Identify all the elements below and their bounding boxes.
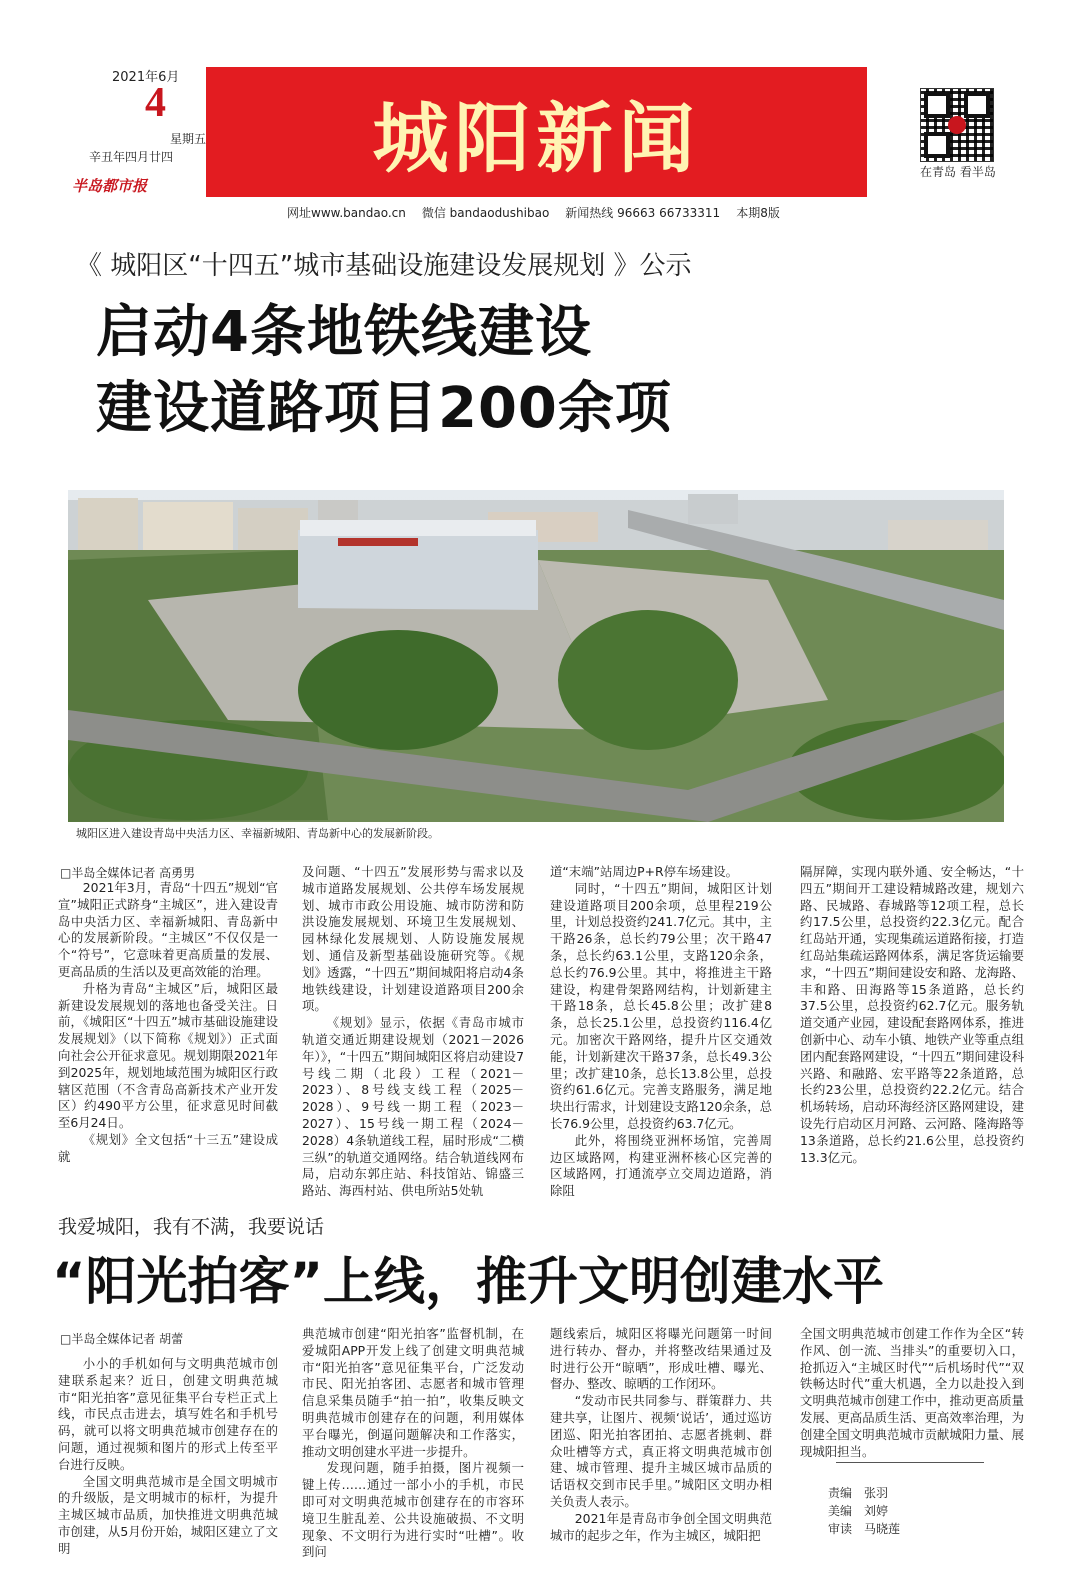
parent-paper-logo: 半岛都市报 <box>72 177 148 195</box>
paragraph: 隔屏障，实现内联外通、安全畅达，“十四五”期间开工建设精城路改建，规划六路、民城路、春城路等12项工程，总长约17.5公里，总投资约22.3亿元。配合红岛站开通，实现集疏运道路衔接，打造红岛站集疏运路网体系，满足客货运输要求，“十四五”期间建设安和路、龙海路、丰和路、田海路等15条道路，总长约37.5公里，总投资约62.7亿元。服务轨道交通产业园，建设配套路网体系，推进创新中心、动车小镇、地铁产业等重点组团内配套路网建设，“十四五”期间建设科兴路、和融路、宏平路等22条道路，总长约23公里，总投资约22.2亿元。结合机场转场，启动环海经济区路网建设，建设先行启动区月河路、云河路、隆海路等13条道路，总长约21.6公里，总投资约13.3亿元。 <box>800 864 1024 1165</box>
website: 网址www.bandao.cn <box>287 206 406 220</box>
paragraph: 同时，“十四五”期间，城阳区计划建设道路项目200余项，总里程219公里，计划总投资约241.7亿元。其中，主干路26条，总长约79公里；次干路47条，总长约63.1公里，支路120余条，总长约76.9公里。其中，将推进主干路建设，构建骨架路网结构，计划新建主干路18条，总长45.8公里；改扩建8条，总长25.1公里，总投资约116.4亿元。加密次干路网络，提升片区交通效能，计划新建次干路37条，总长49.3公里；改扩建10条，总长13.8公里，总投资约61.6亿元。完善支路服务，满足地块出行需求，计划建设支路120余条，总长76.9公里，总投资约63.7亿元。 <box>550 880 772 1131</box>
paragraph: 《规划》显示，依据《青岛市城市轨道交通近期建设规划（2021－2026年）》，“十四五”期间城阳区将启动建设7号线二期（北段）工程（2021－2023）、8号线支线工程（2025－2028）、9号线一期工程（2023－2027）、15号线一期工程（2024－2028）4条轨道线工程，届时形成“二横三纵”的轨道交通网络。结合轨道线网布局，启动东郭庄站、科技馆站、锦盛三路站、海西村站、供电所站5处轨 <box>302 1015 524 1199</box>
paragraph: 小小的手机如何与文明典范城市创建联系起来？近日，创建文明典范城市“阳光拍客”意见征集平台专栏正式上线，市民点击进去，填写姓名和手机号码，就可以将文明典范城市创建存在的问题，通过视频和图片的形式上传至平台进行反映。 <box>58 1356 278 1472</box>
article1-headline-line2: 建设道路项目200余项 <box>96 376 672 441</box>
issue-weekday: 星期五 <box>170 132 207 146</box>
paragraph: “发动市民共同参与、群策群力、共建共享，让图片、视频‘说话’，通过巡访团巡、阳光拍客团拍、志愿者挑刺、群众吐槽等方式，真正将文明典范城市创建、城市管理、提升主城区城市品质的话语权交到市民手里。”城阳区文明办相关负责人表示。 <box>550 1393 772 1509</box>
credits-divider <box>836 1462 984 1463</box>
article2-kicker: 我爱城阳，我有不满，我要说话 <box>58 1216 325 1238</box>
article1-byline: □半岛全媒体记者 高勇男 <box>60 866 196 880</box>
credit-proofreader: 审读 马晓莲 <box>828 1522 901 1536</box>
article1-column-3 <box>550 864 772 1200</box>
paragraph: 典范城市创建“阳光拍客”监督机制，在爱城阳APP开发上线了创建文明典范城市“阳光拍客”意见征集平台，广泛发动市民、阳光拍客团、志愿者和城市管理信息采集员随手“拍一拍”，收集反映文明典范城市创建存在的问题，利用媒体平台曝光，倒逼问题解决和工作落实，推动文明创建水平进一步提升。 <box>302 1326 524 1459</box>
paragraph: 2021年3月，青岛“十四五”规划“官宣”城阳正式跻身“主城区”，进入建设青岛中央活力区、幸福新城阳、青岛新中心的发展新阶段。“主城区”不仅仅是一个“符号”，它意味着更高质量的发展、更高品质的生活以及更高效能的治理。 <box>58 880 278 979</box>
paragraph: 2021年是青岛市争创全国文明典范城市的起步之年，作为主城区，城阳把 <box>550 1510 772 1543</box>
credit-editor: 责编 张羽 <box>828 1486 889 1500</box>
credit-designer: 美编 刘婷 <box>828 1504 889 1518</box>
article2-byline: □半岛全媒体记者 胡蕾 <box>60 1332 184 1346</box>
article2-headline: “阳光拍客”上线，推升文明创建水平 <box>52 1253 885 1312</box>
article1-column-4 <box>800 864 1024 1166</box>
page-count: 本期8版 <box>736 206 780 220</box>
article2-column-4 <box>800 1326 1024 1460</box>
article2-column-1 <box>58 1356 278 1558</box>
aerial-photo <box>68 490 1004 822</box>
issue-year-month: 2021年6月 <box>112 70 180 85</box>
article1-column-1 <box>58 880 278 1166</box>
paragraph: 道“末端”站周边P+R停车场建设。 <box>550 864 738 879</box>
paragraph: 全国文明典范城市是全国文明城市的升级版，是文明城市的标杆，为提升主城区城市品质，加快推进文明典范城市创建，从5月份开始，城阳区建立了文明 <box>58 1473 278 1556</box>
qr-code-icon <box>920 88 994 162</box>
newspaper-title: 城阳新闻 <box>372 93 701 183</box>
article2-column-3 <box>550 1326 772 1544</box>
issue-day: 4 <box>145 80 166 126</box>
article1-kicker: 《 城阳区“十四五”城市基础设施建设发展规划 》公示 <box>76 251 692 281</box>
lunar-date: 辛丑年四月廿四 <box>89 150 174 164</box>
paragraph: 发现问题，随手拍摄，图片视频一键上传……通过一部小小的手机，市民即可对文明典范城市创建存在的市容环境卫生脏乱差、公共设施破损、不文明现象、不文明行为进行实时“吐槽”。收到问 <box>302 1460 524 1560</box>
info-bar <box>287 204 780 221</box>
paragraph: 此外，将围绕亚洲杯场馆，完善周边区域路网，构建亚洲杯核心区完善的区域路网，打通流亭立交周边道路，消除阻 <box>550 1132 772 1199</box>
paragraph: 升格为青岛“主城区”后，城阳区最新建设发展规划的落地也备受关注。日前，《城阳区“十四五”城市基础设施建设发展规划》（以下简称《规划》）正式面向社会公开征求意见。规划期限2021年到2025年，规划地域范围为城阳区行政辖区范围（不含青岛高新技术产业开发区）约490平方公里，征求意见时间截至6月24日。 <box>58 980 278 1131</box>
paragraph: 及问题、“十四五”发展形势与需求以及城市道路发展规划、公共停车场发展规划、城市市政公用设施、城市防涝和防洪设施发展规划、环境卫生发展规划、园林绿化发展规划、人防设施发展规划、通信及新型基础设施研究等。《规划》透露，“十四五”期间城阳将启动4条地铁线建设，计划建设道路项目200余项。 <box>302 864 524 1014</box>
masthead-banner <box>206 67 867 197</box>
paragraph: 全国文明典范城市创建工作作为全区“转作风、创一流、当排头”的重要切入口，抢抓迈入“主城区时代”“后机场时代”“双铁畅达时代”重大机遇，全力以赴投入到文明典范城市创建工作中，推动更高质量发展、更高品质生活、更高效率治理，为创建全国文明典范城市贡献城阳力量、展现城阳担当。 <box>800 1326 1024 1459</box>
photo-caption: 城阳区进入建设青岛中央活力区、幸福新城阳、青岛新中心的发展新阶段。 <box>76 827 439 840</box>
paragraph: 《规划》全文包括“十三五”建设成就 <box>58 1131 278 1164</box>
news-hotline: 新闻热线 96663 66733311 <box>565 206 721 220</box>
paragraph: 题线索后，城阳区将曝光问题第一时间进行转办、督办，并将整改结果通过及时进行公开“晾晒”，形成吐槽、曝光、督办、整改、晾晒的工作闭环。 <box>550 1326 772 1392</box>
qr-caption: 在青岛 看半岛 <box>920 165 996 179</box>
article1-column-2 <box>302 864 524 1200</box>
wechat: 微信 bandaodushibao <box>421 206 550 220</box>
article1-headline-line1: 启动4条地铁线建设 <box>96 300 592 365</box>
article2-column-2 <box>302 1326 524 1561</box>
